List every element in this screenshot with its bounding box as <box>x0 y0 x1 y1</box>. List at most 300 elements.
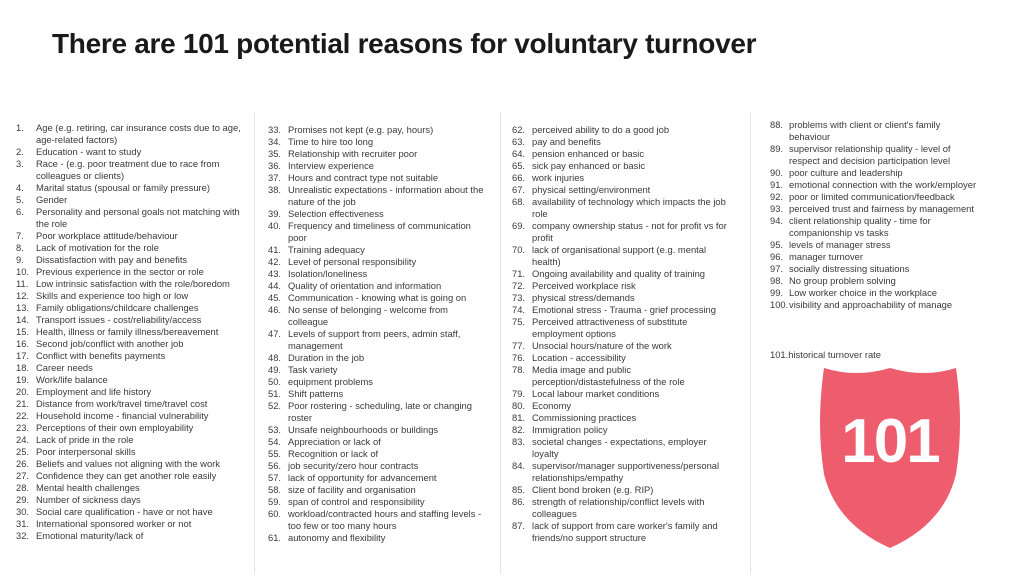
reason-number: 21. <box>16 398 30 409</box>
reason-text: Communication - knowing what is going on <box>288 292 467 303</box>
reason-item <box>16 458 242 470</box>
reason-text: Number of sickness days <box>36 494 141 505</box>
reason-text: Lack of pride in the role <box>36 434 134 445</box>
historical-reason <box>770 349 881 360</box>
reason-item <box>512 388 732 400</box>
reason-text: Marital status (spousal or family pressure) <box>36 182 211 193</box>
reason-text: manager turnover <box>789 251 863 262</box>
reason-number: 35. <box>268 148 282 159</box>
reason-number: 13. <box>16 302 30 313</box>
badge-number: 101 <box>841 407 939 476</box>
reason-item <box>16 482 242 494</box>
reason-text: Mental health challenges <box>36 482 140 493</box>
route-101-shield-badge <box>816 364 964 550</box>
reason-text: Conflict with benefits payments <box>36 350 166 361</box>
reason-number: 5. <box>16 194 24 205</box>
reason-item <box>512 244 732 268</box>
reason-number: 49. <box>268 364 282 375</box>
reason-number: 69. <box>512 220 526 231</box>
reason-item <box>16 470 242 482</box>
reason-item <box>512 220 732 244</box>
reason-text: Media image and public perception/distastefulness of the role <box>532 364 685 387</box>
reason-item <box>268 256 488 268</box>
reason-text: Career needs <box>36 362 93 373</box>
reason-text: company ownership status - not for profit vs for profit <box>532 220 727 243</box>
reason-text: Confidence they can get another role easily <box>36 470 217 481</box>
reason-number: 6. <box>16 206 24 217</box>
reason-item <box>268 148 488 160</box>
reason-text: Beliefs and values not aligning with the work <box>36 458 220 469</box>
reason-item <box>512 268 732 280</box>
reason-item <box>268 376 488 388</box>
reason-text: lack of support from care worker's family and friends/no support structure <box>532 520 718 543</box>
reason-item <box>16 302 242 314</box>
reason-item <box>268 508 488 532</box>
reason-item <box>770 215 982 239</box>
reason-item <box>512 196 732 220</box>
reason-text: Poor workplace attitude/behaviour <box>36 230 178 241</box>
reason-number: 31. <box>16 518 30 529</box>
reason-number: 73. <box>512 292 526 303</box>
reason-number: 81. <box>512 412 526 423</box>
reason-text: span of control and responsibility <box>288 496 425 507</box>
reason-item <box>770 251 982 263</box>
reason-number: 52. <box>268 400 282 411</box>
reason-text: Quality of orientation and information <box>288 280 442 291</box>
reason-number: 93. <box>770 203 784 214</box>
reason-item <box>16 386 242 398</box>
reason-text: Low intrinsic satisfaction with the role/boredom <box>36 278 230 289</box>
reason-number: 84. <box>512 460 526 471</box>
reason-text: Gender <box>36 194 68 205</box>
reason-number: 65. <box>512 160 526 171</box>
reason-text: Emotional stress - Trauma - grief processing <box>532 304 716 315</box>
reason-number: 89. <box>770 143 784 154</box>
reason-text: Age (e.g. retiring, car insurance costs due to age, age-related factors) <box>36 122 241 145</box>
reason-text: No sense of belonging - welcome from colleague <box>288 304 448 327</box>
reason-number: 40. <box>268 220 282 231</box>
reason-number: 82. <box>512 424 526 435</box>
reason-text: Recognition or lack of <box>288 448 379 459</box>
reason-item <box>512 484 732 496</box>
reason-number: 11. <box>16 278 29 289</box>
reason-item <box>268 220 488 244</box>
reason-text: perceived trust and fairness by management <box>789 203 974 214</box>
reason-item <box>512 436 732 460</box>
reason-number: 50. <box>268 376 282 387</box>
reason-text: Unsafe neighbourhoods or buildings <box>288 424 439 435</box>
reason-item <box>268 472 488 484</box>
reason-item <box>16 230 242 242</box>
reason-text: Interview experience <box>288 160 374 171</box>
reason-item <box>770 287 982 299</box>
reason-text: Duration in the job <box>288 352 365 363</box>
reason-item <box>268 244 488 256</box>
reason-item <box>268 124 488 136</box>
reason-number: 99. <box>770 287 784 298</box>
reason-number: 24. <box>16 434 30 445</box>
reason-item <box>16 350 242 362</box>
reason-text: emotional connection with the work/employer <box>789 179 977 190</box>
reason-number: 85. <box>512 484 526 495</box>
reason-text: Education - want to study <box>36 146 142 157</box>
reason-item <box>16 266 242 278</box>
reason-item <box>16 530 242 542</box>
reason-number: 59. <box>268 496 282 507</box>
reason-number: 28. <box>16 482 30 493</box>
reason-text: autonomy and flexibility <box>288 532 386 543</box>
reason-item <box>16 398 242 410</box>
reason-item <box>268 136 488 148</box>
reason-number: 74. <box>512 304 526 315</box>
reason-text: supervisor relationship quality - level of respect and decision participation level <box>789 143 951 166</box>
reason-number: 1. <box>16 122 24 133</box>
reason-number: 86. <box>512 496 526 507</box>
reason-text: Hours and contract type not suitable <box>288 172 439 183</box>
reason-item <box>16 254 242 266</box>
reason-item <box>512 184 732 196</box>
reason-text: lack of opportunity for advancement <box>288 472 437 483</box>
reason-text: pay and benefits <box>532 136 601 147</box>
reason-item <box>770 239 982 251</box>
reason-text: Poor rostering - scheduling, late or changing roster <box>288 400 472 423</box>
reason-item <box>512 124 732 136</box>
reason-text: Location - accessibility <box>532 352 626 363</box>
reason-text: Family obligations/childcare challenges <box>36 302 199 313</box>
reason-number: 100. <box>770 299 789 310</box>
reason-item <box>770 263 982 275</box>
reason-text: strength of relationship/conflict levels with colleagues <box>532 496 705 519</box>
reason-text: Levels of support from peers, admin staff, management <box>288 328 461 351</box>
reasons-column-3 <box>512 124 732 544</box>
reason-number: 39. <box>268 208 282 219</box>
reason-item <box>512 280 732 292</box>
reason-text: Distance from work/travel time/travel cost <box>36 398 208 409</box>
reason-text: Client bond broken (e.g. RIP) <box>532 484 654 495</box>
reason-item <box>16 374 242 386</box>
reason-text: No group problem solving <box>789 275 896 286</box>
reason-text: supervisor/manager supportiveness/personal relationships/empathy <box>532 460 720 483</box>
reason-number: 80. <box>512 400 526 411</box>
reason-number: 51. <box>268 388 282 399</box>
reason-item <box>16 422 242 434</box>
reason-item <box>16 446 242 458</box>
reason-number: 64. <box>512 148 526 159</box>
reason-text: lack of organisational support (e.g. mental health) <box>532 244 707 267</box>
reason-text: physical stress/demands <box>532 292 635 303</box>
reason-text: Relationship with recruiter poor <box>288 148 418 159</box>
reason-item <box>512 160 732 172</box>
reason-item <box>512 340 732 352</box>
reason-item <box>16 122 242 146</box>
reason-text: Skills and experience too high or low <box>36 290 189 301</box>
reason-item <box>16 326 242 338</box>
reasons-column-4 <box>770 119 982 311</box>
reason-item <box>16 206 242 230</box>
reason-number: 26. <box>16 458 30 469</box>
reason-number: 87. <box>512 520 526 531</box>
reason-number: 95. <box>770 239 784 250</box>
reason-number: 66. <box>512 172 526 183</box>
reason-text: Immigration policy <box>532 424 608 435</box>
reason-number: 53. <box>268 424 282 435</box>
reason-number: 92. <box>770 191 784 202</box>
reason-item <box>16 434 242 446</box>
reason-item <box>512 148 732 160</box>
reason-text: work injuries <box>532 172 585 183</box>
reason-text: Poor interpersonal skills <box>36 446 136 457</box>
reason-number: 71. <box>512 268 526 279</box>
reason-text: visibility and approachability of manage <box>789 299 953 310</box>
reason-text: Social care qualification - have or not have <box>36 506 213 517</box>
reason-number: 70. <box>512 244 526 255</box>
reason-text: Second job/conflict with another job <box>36 338 184 349</box>
reason-item <box>16 494 242 506</box>
reason-number: 37. <box>268 172 282 183</box>
column-divider <box>750 112 751 574</box>
reason-item <box>16 314 242 326</box>
reason-number: 83. <box>512 436 526 447</box>
reason-text: Household income - financial vulnerability <box>36 410 209 421</box>
reason-number: 60. <box>268 508 282 519</box>
reason-text: Emotional maturity/lack of <box>36 530 144 541</box>
reason-number: 47. <box>268 328 282 339</box>
reason-number: 2. <box>16 146 24 157</box>
reason-item <box>268 496 488 508</box>
reason-item <box>770 191 982 203</box>
reason-number: 48. <box>268 352 282 363</box>
page-title: There are 101 potential reasons for voluntary turnover <box>52 28 757 59</box>
reason-number: 46. <box>268 304 282 315</box>
reason-text: Low worker choice in the workplace <box>789 287 937 298</box>
reason-text: Previous experience in the sector or role <box>36 266 204 277</box>
reason-number: 16. <box>16 338 30 349</box>
historical-reason-text: historical turnover rate <box>788 349 881 360</box>
reason-text: availability of technology which impacts the job role <box>532 196 726 219</box>
reason-text: size of facility and organisation <box>288 484 416 495</box>
reason-text: client relationship quality - time for companionship vs tasks <box>789 215 931 238</box>
reason-number: 96. <box>770 251 784 262</box>
reason-text: Shift patterns <box>288 388 344 399</box>
reason-number: 36. <box>268 160 282 171</box>
reason-number: 29. <box>16 494 30 505</box>
reason-text: Health, illness or family illness/bereavement <box>36 326 219 337</box>
reason-number: 30. <box>16 506 30 517</box>
reason-text: Commissioning practices <box>532 412 637 423</box>
reason-item <box>16 194 242 206</box>
reason-text: sick pay enhanced or basic <box>532 160 646 171</box>
reason-text: Perceived workplace risk <box>532 280 636 291</box>
reason-text: poor culture and leadership <box>789 167 903 178</box>
reason-number: 10. <box>16 266 30 277</box>
reason-item <box>268 400 488 424</box>
reason-text: Perceived attractiveness of substitute employment options <box>532 316 688 339</box>
reason-item <box>770 119 982 143</box>
reason-item <box>512 316 732 340</box>
reason-text: Dissatisfaction with pay and benefits <box>36 254 188 265</box>
reason-number: 91. <box>770 179 784 190</box>
reason-item <box>268 268 488 280</box>
reason-number: 17. <box>16 350 30 361</box>
reason-text: Transport issues - cost/reliability/access <box>36 314 202 325</box>
reason-item <box>268 208 488 220</box>
reason-number: 25. <box>16 446 30 457</box>
reason-text: Promises not kept (e.g. pay, hours) <box>288 124 434 135</box>
reason-item <box>268 388 488 400</box>
reason-text: Ongoing availability and quality of training <box>532 268 706 279</box>
reason-text: pension enhanced or basic <box>532 148 645 159</box>
reason-item <box>512 424 732 436</box>
reason-text: Race - (e.g. poor treatment due to race from colleagues or clients) <box>36 158 220 181</box>
reason-number: 7. <box>16 230 24 241</box>
reason-item <box>512 364 732 388</box>
reason-item <box>16 242 242 254</box>
reason-item <box>512 352 732 364</box>
reason-number: 19. <box>16 374 30 385</box>
reason-text: poor or limited communication/feedback <box>789 191 955 202</box>
reason-text: physical setting/environment <box>532 184 651 195</box>
reason-number: 56. <box>268 460 282 471</box>
reason-number: 23. <box>16 422 30 433</box>
reason-item <box>268 436 488 448</box>
reason-number: 54. <box>268 436 282 447</box>
reason-text: Economy <box>532 400 572 411</box>
reason-number: 62. <box>512 124 526 135</box>
reason-text: Task variety <box>288 364 338 375</box>
reason-item <box>512 520 732 544</box>
reason-number: 63. <box>512 136 526 147</box>
reason-item <box>770 167 982 179</box>
reason-item <box>16 158 242 182</box>
reason-number: 67. <box>512 184 526 195</box>
reason-item <box>268 448 488 460</box>
reason-text: problems with client or client's family behaviour <box>789 119 941 142</box>
reason-text: Frequency and timeliness of communication poor <box>288 220 471 243</box>
reason-number: 4. <box>16 182 24 193</box>
reason-item <box>512 496 732 520</box>
reason-number: 76. <box>512 352 526 363</box>
reason-text: equipment problems <box>288 376 373 387</box>
reason-item <box>268 328 488 352</box>
column-divider <box>254 112 255 574</box>
reason-number: 42. <box>268 256 282 267</box>
reason-number: 18. <box>16 362 30 373</box>
reason-item <box>512 172 732 184</box>
reason-item <box>16 518 242 530</box>
reason-number: 14. <box>16 314 30 325</box>
reason-item <box>16 278 242 290</box>
reason-item <box>16 182 242 194</box>
reason-text: workload/contracted hours and staffing levels - too few or too many hours <box>288 508 482 531</box>
reason-text: Unrealistic expectations - information about the nature of the job <box>288 184 484 207</box>
reason-item <box>16 146 242 158</box>
reason-item <box>268 172 488 184</box>
reason-item <box>16 362 242 374</box>
reason-number: 90. <box>770 167 784 178</box>
reason-item <box>512 460 732 484</box>
reason-number: 98. <box>770 275 784 286</box>
reason-number: 78. <box>512 364 526 375</box>
reason-number: 20. <box>16 386 30 397</box>
reason-text: International sponsored worker or not <box>36 518 192 529</box>
reason-item <box>16 338 242 350</box>
reason-item <box>268 532 488 544</box>
reason-item <box>268 424 488 436</box>
reason-number: 94. <box>770 215 784 226</box>
reason-item <box>268 280 488 292</box>
reason-number: 97. <box>770 263 784 274</box>
reason-number: 32. <box>16 530 30 541</box>
reason-text: Employment and life history <box>36 386 152 397</box>
reason-text: Lack of motivation for the role <box>36 242 159 253</box>
reason-item <box>512 292 732 304</box>
reason-number: 61. <box>268 532 282 543</box>
reason-item <box>770 143 982 167</box>
reason-number: 22. <box>16 410 30 421</box>
reason-number: 15. <box>16 326 30 337</box>
reason-text: socially distressing situations <box>789 263 910 274</box>
reason-number: 41. <box>268 244 282 255</box>
reason-item <box>512 136 732 148</box>
reason-number: 33. <box>268 124 282 135</box>
reason-text: levels of manager stress <box>789 239 891 250</box>
reason-text: societal changes - expectations, employer loyalty <box>532 436 707 459</box>
reason-number: 3. <box>16 158 24 169</box>
reason-text: Selection effectiveness <box>288 208 384 219</box>
reason-text: Personality and personal goals not matching with the role <box>36 206 240 229</box>
reason-number: 43. <box>268 268 282 279</box>
reason-number: 88. <box>770 119 784 130</box>
reason-number: 55. <box>268 448 282 459</box>
reason-text: Work/life balance <box>36 374 108 385</box>
reason-item <box>268 352 488 364</box>
reason-item <box>512 304 732 316</box>
reason-number: 72. <box>512 280 526 291</box>
reason-item <box>268 460 488 472</box>
reason-number: 68. <box>512 196 526 207</box>
reason-text: Time to hire too long <box>288 136 374 147</box>
reason-number: 75. <box>512 316 526 327</box>
reason-item <box>268 292 488 304</box>
reason-text: Local labour market conditions <box>532 388 660 399</box>
reason-text: Training adequacy <box>288 244 365 255</box>
reason-item <box>268 304 488 328</box>
reason-text: Isolation/loneliness <box>288 268 368 279</box>
reason-item <box>16 290 242 302</box>
reason-item <box>770 275 982 287</box>
reason-text: Appreciation or lack of <box>288 436 381 447</box>
reason-item <box>770 299 982 311</box>
reason-number: 44. <box>268 280 282 291</box>
reason-number: 12. <box>16 290 30 301</box>
reasons-column-1 <box>16 122 242 542</box>
reason-number: 57. <box>268 472 282 483</box>
column-divider <box>500 112 501 574</box>
reason-number: 9. <box>16 254 24 265</box>
reason-number: 79. <box>512 388 526 399</box>
reason-text: Level of personal responsibility <box>288 256 417 267</box>
historical-reason-number: 101. <box>770 349 789 360</box>
reason-item <box>512 412 732 424</box>
reason-number: 34. <box>268 136 282 147</box>
reason-text: perceived ability to do a good job <box>532 124 670 135</box>
reason-item <box>268 364 488 376</box>
reason-item <box>268 484 488 496</box>
reason-item <box>770 179 982 191</box>
reason-text: job security/zero hour contracts <box>288 460 419 471</box>
reason-text: Perceptions of their own employability <box>36 422 194 433</box>
reason-item <box>268 184 488 208</box>
